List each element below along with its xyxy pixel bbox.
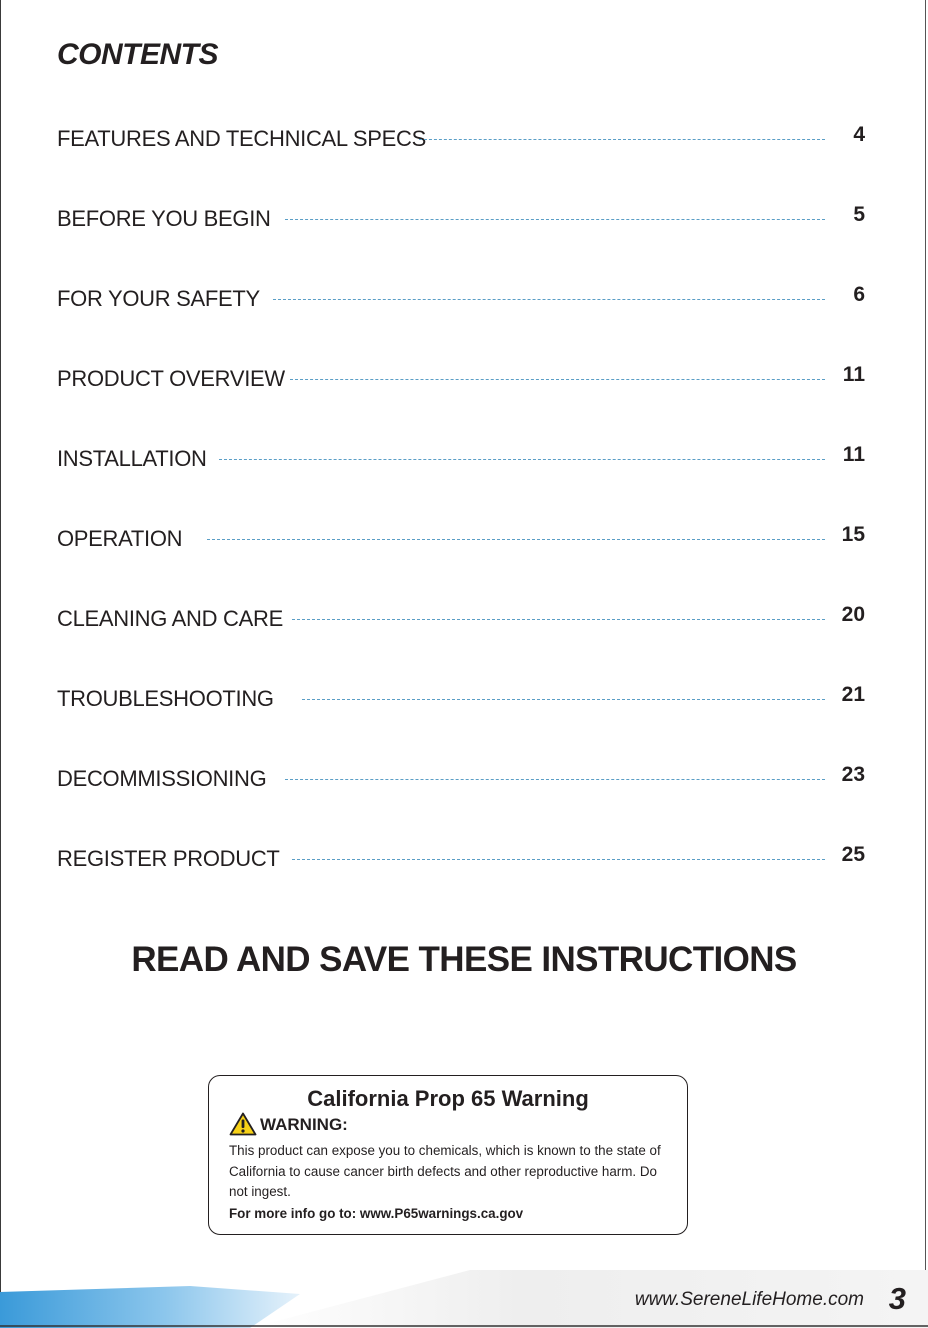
warning-triangle-icon (229, 1112, 257, 1136)
toc-dotted-leader (219, 459, 825, 460)
prop65-title: California Prop 65 Warning (307, 1086, 589, 1111)
toc-entry[interactable] (57, 123, 865, 166)
toc-entry-label: CLEANING AND CARE (57, 606, 283, 631)
toc-dotted-leader (285, 779, 825, 780)
toc-entry-page: 20 (841, 603, 865, 626)
toc-entry-page: 21 (841, 683, 865, 706)
toc-entry[interactable] (57, 283, 865, 326)
toc-entry[interactable] (57, 443, 865, 486)
toc-entry-page: 11 (842, 363, 865, 386)
toc-entry-label: BEFORE YOU BEGIN (57, 206, 271, 231)
toc-entry-page: 15 (841, 523, 865, 546)
toc-entry[interactable] (57, 843, 865, 886)
toc-entry[interactable] (57, 603, 865, 646)
toc-dotted-leader (273, 299, 825, 300)
toc-dotted-leader (290, 379, 825, 380)
toc-entry-label: FEATURES AND TECHNICAL SPECS (57, 126, 426, 151)
toc-entry[interactable] (57, 363, 865, 406)
toc-entry[interactable] (57, 763, 865, 806)
toc-entry-label: OPERATION (57, 526, 183, 551)
toc-entry-label: DECOMMISSIONING (57, 766, 267, 791)
footer-website-url[interactable]: www.SereneLifeHome.com (634, 1289, 864, 1310)
page-footer (0, 1268, 928, 1328)
toc-entry[interactable] (57, 523, 865, 566)
warning-label: WARNING: (260, 1115, 348, 1134)
footer-page-number: 3 (888, 1281, 906, 1316)
toc-dotted-leader (292, 859, 825, 860)
toc-entry-label: FOR YOUR SAFETY (57, 286, 260, 311)
toc-entry-page: 5 (853, 203, 865, 226)
toc-dotted-leader (285, 219, 825, 220)
page-border-left (0, 0, 1, 1328)
toc-entry-label: PRODUCT OVERVIEW (57, 366, 285, 391)
toc-entry[interactable] (57, 203, 865, 246)
toc-entry-page: 25 (841, 843, 865, 866)
contents-heading: CONTENTS (57, 38, 218, 71)
toc-entry-page: 4 (853, 123, 865, 146)
toc-dotted-leader (207, 539, 825, 540)
toc-entry-label: TROUBLESHOOTING (57, 686, 274, 711)
toc-dotted-leader (292, 619, 825, 620)
toc-entry[interactable] (57, 683, 865, 726)
page-border-right (925, 0, 926, 1328)
toc-entry-page: 11 (842, 443, 865, 466)
prop65-warning-box (208, 1075, 688, 1235)
toc-entry-label: INSTALLATION (57, 446, 207, 471)
read-and-save-heading: READ AND SAVE THESE INSTRUCTIONS (131, 940, 797, 979)
more-info-link[interactable]: For more info go to: www.P65warnings.ca.gov (229, 1206, 524, 1221)
toc-entry-label: REGISTER PRODUCT (57, 846, 280, 871)
toc-entry-page: 23 (841, 763, 865, 786)
toc-entry-page: 6 (853, 283, 865, 306)
toc-dotted-leader (302, 699, 825, 700)
warning-body-text: This product can expose you to chemicals, which is known to the state of California to cause cancer birth defects and other reproductive harm. Do not ingest. (229, 1143, 661, 1199)
toc-dotted-leader (419, 139, 825, 140)
